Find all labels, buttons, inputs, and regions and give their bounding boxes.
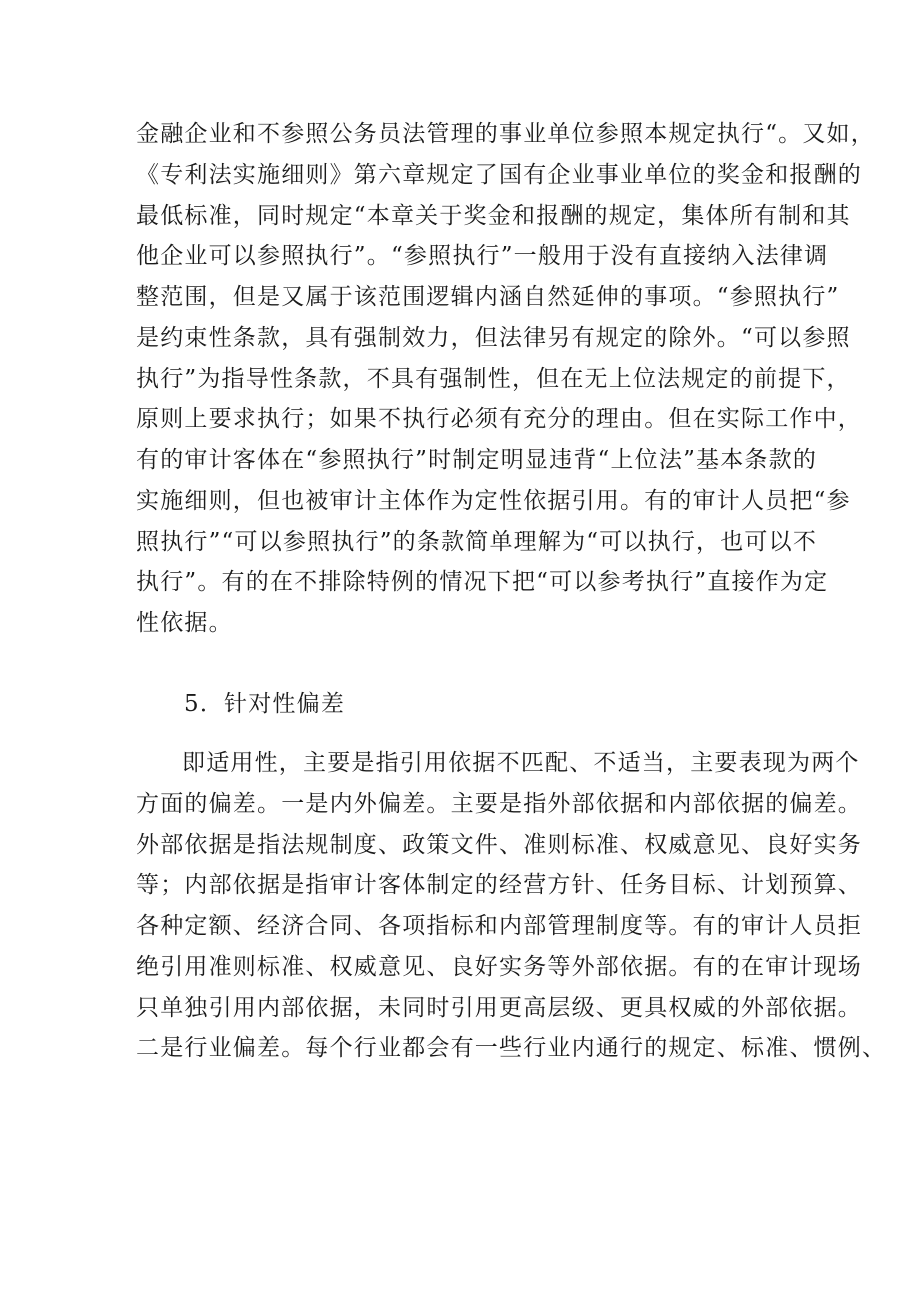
section-heading: 5．针对性偏差 <box>184 691 346 717</box>
text-line: 《专利法实施细则》第六章规定了国有企业事业单位的奖金和报酬的 <box>136 161 862 188</box>
paragraph-applicability-deviation <box>136 743 887 1069</box>
text-line: 方面的偏差。一是内外偏差。主要是指外部依据和内部依据的偏差。 <box>136 790 862 817</box>
text-line: 他企业可以参照执行”。“参照执行”一般用于没有直接纳入法律调 <box>136 243 829 270</box>
text-line: 原则上要求执行；如果不执行必须有充分的理由。但在实际工作中， <box>136 406 862 433</box>
text-line: 整范围，但是又属于该范围逻辑内涵自然延伸的事项。“参照执行” <box>136 284 840 310</box>
text-line: 二是行业偏差。每个行业都会有一些行业内通行的规定、标准、惯例、 <box>136 1035 887 1062</box>
text-line: 只单独引用内部依据，未同时引用更高层级、更具权威的外部依据。 <box>136 994 862 1021</box>
text-line: 最低标准，同时规定“本章关于奖金和报酬的规定，集体所有制和其 <box>136 202 851 229</box>
text-line: 实施细则，但也被审计主体作为定性依据引用。有的审计人员把“参 <box>136 487 851 514</box>
text-line: 性依据。 <box>136 610 233 636</box>
text-line: 执行”为指导性条款，不具有强制性，但在无上位法规定的前提下， <box>136 365 851 392</box>
text-line: 金融企业和不参照公务员法管理的事业单位参照本规定执行“。又如， <box>136 121 875 147</box>
text-line: 等；内部依据是指审计客体制定的经营方针、任务目标、计划预算、 <box>136 872 862 899</box>
text-line: 照执行”“可以参照执行”的条款简单理解为“可以执行，也可以不 <box>136 528 818 555</box>
text-line: 外部依据是指法规制度、政策文件、准则标准、权威意见、良好实务 <box>136 831 862 858</box>
text-line: 执行”。有的在不排除特例的情况下把“可以参考执行”直接作为定 <box>136 569 829 596</box>
paragraph-referenced-execution <box>136 114 875 644</box>
text-line: 即适用性，主要是指引用依据不匹配、不适当，主要表现为两个 <box>182 750 860 776</box>
text-line: 有的审计客体在“参照执行”时制定明显违背“上位法”基本条款的 <box>136 447 818 473</box>
text-line: 是约束性条款，具有强制效力，但法律另有规定的除外。“可以参照 <box>136 324 851 351</box>
text-line: 绝引用准则标准、权威意见、良好实务等外部依据。有的在审计现场 <box>136 953 862 980</box>
text-line: 各种定额、经济合同、各项指标和内部管理制度等。有的审计人员拒 <box>136 913 862 939</box>
